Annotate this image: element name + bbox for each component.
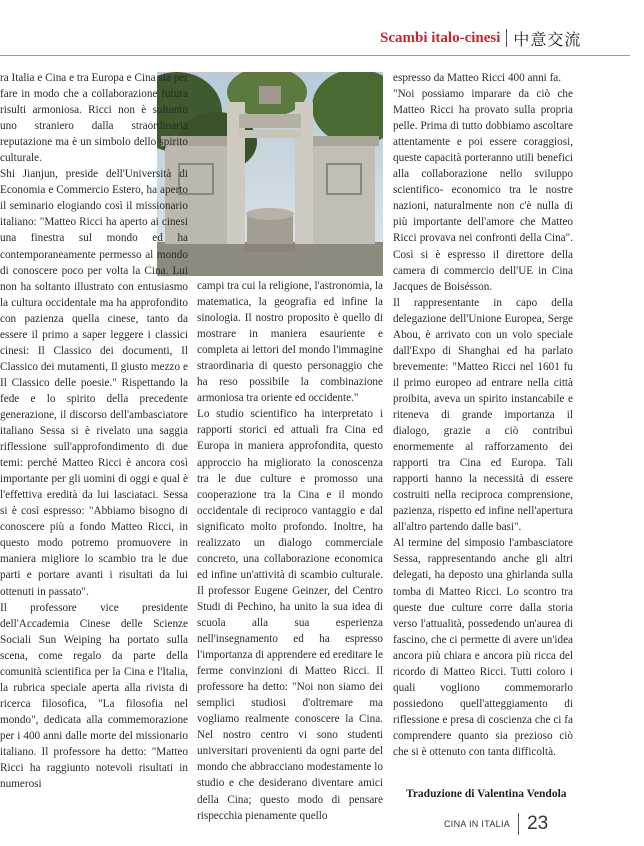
article-column-1 [0, 70, 188, 792]
paragraph: Il rappresentante in capo della delegazione dell'Unione Europea, Serge Abou, è arrivato con un volo speciale dall'Expo di Shanghai ed ha parlato brevemente: "Matteo Ricci nel 1601 fu il primo europeo ad entrare nella città proibita, aveva un spirito instancabile e riteneva di grande importanza il dialogo, grazie a ciò contribuì enormemente al rafforzamento dei rapporti tra Cina ed Europa. Tali rapporti hanno la necessità di essere costruiti nella reciproca comprensione, pazienza, rispetto ed infine nell'apertura all'altro partendo dalle basi". [393, 296, 573, 534]
page-number: 23 [527, 813, 549, 834]
header-divider [506, 29, 507, 47]
section-title-italian: Scambi italo-cinesi [380, 29, 501, 46]
page-footer [444, 812, 548, 836]
magazine-name: CINA IN ITALIA [444, 819, 511, 829]
section-title-chinese: 中意交流 [513, 29, 582, 49]
paragraph: campi tra cui la religione, l'astronomia, la matematica, la geografia ed infine la sinologia. Il nostro proposito è quello di mostrare in maniera esauriente e completa ai lettori del mondo l'immagine straordinaria di questo personaggio che ha reso possibile la combinazione armoniosa tra oriente ed occidente." [197, 280, 383, 405]
paragraph: espresso da Matteo Ricci 400 anni fa. [393, 72, 562, 84]
footer-divider [518, 813, 519, 835]
paragraph: Il professore vice presidente dell'Accademia Cinese delle Scienze Sociali Sun Weiping ha portato sulla scena, come regalo da parte della comunità scientifica per la Cina e l'Italia, la rubrica speciale aperta alla rivista di ricerca filosofica, "La filosofia nel mondo", dedicata alla commemorazione per i 400 anni dalle morte del missionario italiano. Il professore ha detto: "Matteo Ricci ha raggiunto notevoli risultati in numerosi [0, 601, 188, 791]
article-column-2 [197, 278, 383, 824]
paragraph: Shi Jianjun, preside dell'Università di Economia e Commercio Estero, ha aperto il seminario elogiando così il missionario italiano: "Matteo Ricci ha aperto ai cinesi una finestra sul mondo ed ha contemporaneamente permesso al mondo di conoscere poco per volta la Cina. Lui non ha soltanto illustrato con entusiasmo la cultura occidentale ma ha approfondito con pazienza quella cinese, tanto da essere il primo a saper leggere i classici cinesi: Il Classico dei documenti, Il Classico dei mutamenti, Il giusto mezzo e Il Classico delle poesie." Rispettando la fede e lo spirito della precedente generazione, il discorso dell'ambasciatore italiano Sessa si è rivelato una saggia riflessione sull'approfondimento di due temi: perché Matteo Ricci è ancora così importante per gli uomini di oggi e qual è l'effettiva eredità da lui lasciataci. Sessa si è così espresso: "Abbiamo bisogno di conoscere più a fondo Matteo Ricci, in questo modo potremo promuovere in maniera migliore lo scambio tra le due parti e portare avanti i risultati da lui ottenuti in passato". [0, 168, 188, 598]
translation-credit: Traduzione di Valentina Vendola [406, 788, 567, 800]
header-rule [0, 55, 630, 56]
paragraph: Al termine del simposio l'ambasciatore Sessa, rappresentando anche gli altri delegati, ha deposto una ghirlanda sulla tomba di Matteo Ricci. Lo scontro tra queste due culture corre dalla storia verso l'attualità, possedendo un'aurea di fascino, che ci permette di avere un'idea ancora più chiara e ancora più ricca del ricordo di Matteo Ricci. Tutti coloro i quali vogliono commemorarlo possiedono quell'atteggiamento di riflessione e presa di coscienza che ci fa comprendere quanto sia prezioso ciò che si è ottenuto con tanta difficoltà. [393, 537, 573, 758]
paragraph: "Noi possiamo imparare da ciò che Matteo Ricci ha provato sulla propria pelle. Prima di tutto dobbiamo ascoltare attentamente e poi essere coraggiosi, queste capacità porteranno utili benefici alla collaborazione nello sviluppo scientifico- economico tra le nostre nazioni, naturalmente non c'è nulla di più importante dell'amore che Matteo Ricci provava nei confronti della Cina". Così si è espresso il direttore della camera di commercio dell'UE in Cina Jacques de Boisésson. [393, 88, 573, 293]
paragraph: ra Italia e Cina e tra Europa e Cina sia per fare in modo che a collaborazione futura risulti armoniosa. Ricci non è soltanto uno straniero dalla straordinaria reputazione ma è un simbolo dello spirito culturale. [0, 72, 188, 165]
page-header [380, 26, 630, 50]
stone-gate-image [157, 72, 383, 276]
paragraph: Lo studio scientifico ha interpretato i rapporti storici ed attuali fra Cina ed Europa in maniera approfondita, questo approccio ha migliorato la conoscenza tra le due culture e promosso una cooperazione tra la Cina e il mondo occidentale di reciproco vantaggio e dal significato molto profondo. Inoltre, ha realizzato un dialogo commerciale concreto, una collaborazione economica ed infine un'attività di scambio culturale. Il professor Eugene Geinzer, del Centro Studi di Pechino, ha unito la sua idea di scuola alla sua esperienza nell'insegnamento ed ha espresso l'importanza di apprendere ed ereditare le ferme convinzioni di Matteo Ricci. Il professore ha detto: "Noi non siamo dei semplici studiosi d'oltremare ma vogliamo realmente conoscere la Cina. Nel nostro centro vi sono studenti universitari provenienti da ogni parte del mondo che abbracciano modestamente lo studio e che desiderano diventare amici della Cina; questo modo di pensare rispecchia pienamente quello [197, 408, 383, 822]
article-column-3 [393, 70, 573, 760]
tomb-photo [157, 72, 383, 276]
